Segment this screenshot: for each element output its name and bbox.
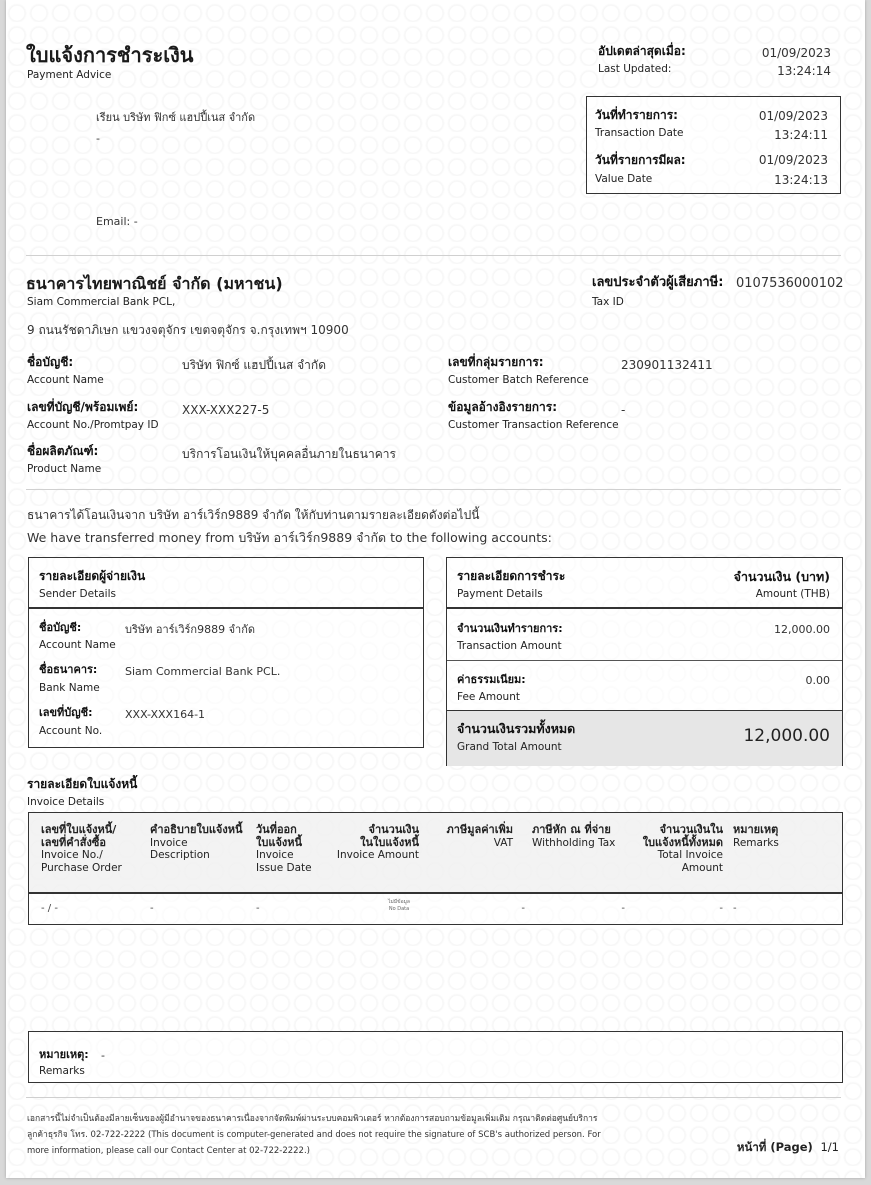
recipient-email: Email: - (96, 215, 138, 228)
payment-details-title: รายละเอียดการชำระ (457, 569, 566, 583)
last-updated-label-en: Last Updated: (598, 63, 672, 75)
divider (26, 255, 841, 256)
account-no: XXX-XXX227-5 (182, 403, 270, 417)
divider (26, 1097, 841, 1098)
account-name-label: ชื่อบัญชี: (27, 355, 74, 369)
account-no-label: เลขที่บัญชี/พร้อมเพย์: (27, 400, 139, 414)
tax-id: 0107536000102 (736, 276, 844, 291)
account-no-label-en: Account No./Promtpay ID (27, 419, 159, 431)
transaction-date-box (586, 96, 841, 194)
col-total-invoice-amount-th: จำนวนเงินใน ใบแจ้งหนี้ทั้งหมด (642, 823, 723, 849)
grand-total-amount: 12,000.00 (743, 726, 830, 746)
last-updated-date: 01/09/2023 (761, 46, 831, 60)
col-remarks-en: Remarks (733, 836, 779, 849)
col-invoice-description-th: คำอธิบายใบแจ้งหนี้ (150, 823, 243, 836)
value-date-label: วันที่รายการมีผล: (595, 153, 686, 167)
footer-line-3: more information, please call our Contact Center at 02-722-2222.) (27, 1146, 310, 1156)
sender-account-name-label: ชื่อบัญชี: (39, 621, 82, 634)
remarks-label-en: Remarks (39, 1065, 85, 1077)
sender-account-name-label-en: Account Name (39, 639, 116, 651)
sender-details-title: รายละเอียดผู้จ่ายเงิน (39, 569, 146, 583)
value-date-label-en: Value Date (595, 173, 653, 185)
tax-id-label-en: Tax ID (592, 296, 624, 308)
last-updated-label: อัปเดตล่าสุดเมื่อ: (598, 44, 686, 58)
grand-total-label-en: Grand Total Amount (457, 741, 562, 753)
transaction-time: 13:24:11 (774, 128, 828, 142)
txn-ref-label: ข้อมูลอ้างอิงรายการ: (448, 400, 558, 414)
cell-total-invoice-amount: - (719, 903, 723, 914)
col-vat-th: ภาษีมูลค่าเพิ่ม (446, 823, 513, 836)
page-number-value: 1/1 (820, 1140, 839, 1154)
invoice-details-title-en: Invoice Details (27, 796, 105, 808)
payment-details-box (446, 557, 843, 766)
transaction-amount-label-en: Transaction Amount (457, 640, 562, 652)
transaction-amount: 12,000.00 (774, 623, 830, 636)
cell-remarks: - (733, 903, 737, 914)
col-issue-date-en: Invoice Issue Date (256, 849, 312, 874)
page-title: ใบแจ้งการชำระเงิน (26, 43, 194, 67)
col-invoice-description-en: Invoice Description (150, 836, 210, 861)
sender-account-no-label: เลขที่บัญชี: (39, 706, 93, 719)
recipient-address: - (96, 132, 100, 145)
bank-name-en: Siam Commercial Bank PCL, (27, 296, 176, 308)
col-total-invoice-amount-en: Total Invoice Amount (657, 849, 723, 874)
product-name-label-en: Product Name (27, 463, 102, 475)
col-invoice-amount-en: Invoice Amount (336, 849, 419, 861)
sender-account-no: XXX-XXX164-1 (125, 708, 206, 721)
nodata-th: ไม่มีข้อมูล (388, 899, 410, 905)
cell-withholding-tax: - (621, 903, 625, 914)
tax-id-label: เลขประจำตัวผู้เสียภาษี: (592, 275, 724, 290)
product-name-label: ชื่อผลิตภัณฑ์: (27, 444, 99, 458)
bank-name: ธนาคารไทยพาณิชย์ จำกัด (มหาชน) (26, 274, 283, 293)
sender-details-title-en: Sender Details (39, 588, 116, 600)
last-updated-time: 13:24:14 (777, 64, 831, 78)
col-withholding-tax-en: Withholding Tax (532, 836, 616, 849)
bank-address: 9 ถนนรัชดาภิเษก แขวงจตุจักร เขตจตุจักร จ.กรุงเทพฯ 10900 (27, 323, 349, 337)
col-invoice-amount-th: จำนวนเงิน ในใบแจ้งหนี้ (360, 823, 419, 849)
amount-column-title: จำนวนเงิน (บาท) (733, 569, 830, 584)
col-remarks-th: หมายเหตุ (733, 823, 779, 836)
col-invoice-no (41, 824, 153, 874)
sender-bank-label: ชื่อธนาคาร: (39, 663, 98, 676)
remarks-label: หมายเหตุ: (39, 1048, 89, 1061)
cell-issue-date: - (256, 903, 260, 914)
invoice-details-title: รายละเอียดใบแจ้งหนี้ (27, 777, 138, 791)
fee-amount-label-en: Fee Amount (457, 691, 520, 703)
sender-details-box (28, 557, 424, 748)
remarks-box (28, 1031, 843, 1083)
col-withholding-tax (532, 824, 632, 849)
account-name: บริษัท ฟิกซ์ แฮปปี้เนส จำกัด (182, 358, 326, 372)
sender-account-name: บริษัท อาร์เวิร์ก9889 จำกัด (125, 623, 256, 636)
cell-invoice-amount-nodata (379, 899, 419, 913)
divider (447, 607, 842, 609)
batch-ref-label-en: Customer Batch Reference (448, 374, 589, 386)
transfer-note-th: ธนาคารได้โอนเงินจาก บริษัท อาร์เวิร์ก9889 จำกัด ให้กับท่านตามรายละเอียดดังต่อไปนี้ (27, 508, 480, 522)
nodata-en: No Data (388, 906, 410, 912)
transfer-note-en: We have transferred money from บริษัท อาร์เวิร์ก9889 จำกัด to the following accounts: (27, 530, 552, 545)
invoice-table (28, 812, 843, 925)
cell-vat: - (521, 903, 525, 914)
footer-disclaimer (27, 1111, 667, 1159)
footer-line-2: ลูกค้าธุรกิจ โทร. 02-722-2222 (This document is computer-generated and does not require the signature of SCB's authorized person. For (27, 1130, 601, 1140)
value-time: 13:24:13 (774, 173, 828, 187)
col-withholding-tax-th: ภาษีหัก ณ ที่จ่าย (532, 823, 611, 836)
cell-invoice-description: - (150, 903, 154, 914)
divider (29, 892, 842, 894)
page-number (737, 1139, 839, 1157)
transaction-date: 01/09/2023 (758, 109, 828, 123)
col-invoice-amount (335, 824, 419, 862)
sender-bank-name: Siam Commercial Bank PCL. (125, 665, 281, 678)
transaction-date-label: วันที่ทำรายการ: (595, 108, 678, 122)
grand-total-row (447, 710, 842, 766)
col-vat-en: VAT (493, 836, 513, 849)
transaction-date-label-en: Transaction Date (595, 127, 684, 139)
col-vat (427, 824, 513, 849)
remarks-value: - (101, 1049, 105, 1062)
divider (29, 607, 423, 609)
page-subtitle: Payment Advice (27, 69, 112, 81)
recipient-name: เรียน บริษัท ฟิกซ์ แฮปปี้เนส จำกัด (96, 111, 256, 124)
cell-invoice-no: - / - (41, 903, 58, 914)
sender-account-no-label-en: Account No. (39, 725, 103, 737)
payment-details-title-en: Payment Details (457, 588, 543, 600)
col-total-invoice-amount (627, 824, 723, 874)
txn-ref: - (621, 403, 626, 417)
footer-line-1: เอกสารนี้ไม่จำเป็นต้องมีลายเซ็นของผู้มีอำนาจของธนาคารเนื่องจากจัดพิมพ์ผ่านระบบคอมพิวเตอร์ หากต้องการสอบถามข้อมูลเพิ่มเติม กรุณาติดต่อศูนย์บริการ (27, 1114, 598, 1124)
sender-bank-label-en: Bank Name (39, 682, 100, 694)
page-number-label: หน้าที่ (Page) (736, 1140, 813, 1154)
value-date: 01/09/2023 (758, 153, 828, 167)
divider (26, 489, 841, 490)
col-invoice-no-en: Invoice No./ Purchase Order (41, 849, 122, 874)
amount-column-title-en: Amount (THB) (755, 588, 830, 600)
batch-ref-label: เลขที่กลุ่มรายการ: (448, 355, 544, 369)
col-remarks (733, 824, 833, 849)
col-invoice-no-th: เลขที่ใบแจ้งหนี้/ เลขที่คำสั่งซื้อ (41, 823, 117, 849)
col-issue-date-th: วันที่ออก ใบแจ้งหนี้ (256, 823, 303, 849)
txn-ref-label-en: Customer Transaction Reference (448, 419, 619, 431)
payment-advice-page (6, 0, 865, 1178)
product-name: บริการโอนเงินให้บุคคลอื่นภายในธนาคาร (182, 447, 396, 461)
col-invoice-description (150, 824, 260, 862)
account-name-label-en: Account Name (27, 374, 104, 386)
grand-total-label: จำนวนเงินรวมทั้งหมด (457, 721, 576, 736)
fee-amount: 0.00 (805, 674, 830, 687)
divider (447, 660, 842, 661)
batch-ref: 230901132411 (621, 358, 713, 372)
fee-amount-label: ค่าธรรมเนียม: (457, 673, 526, 686)
col-issue-date (256, 824, 336, 874)
transaction-amount-label: จำนวนเงินทำรายการ: (457, 622, 563, 635)
